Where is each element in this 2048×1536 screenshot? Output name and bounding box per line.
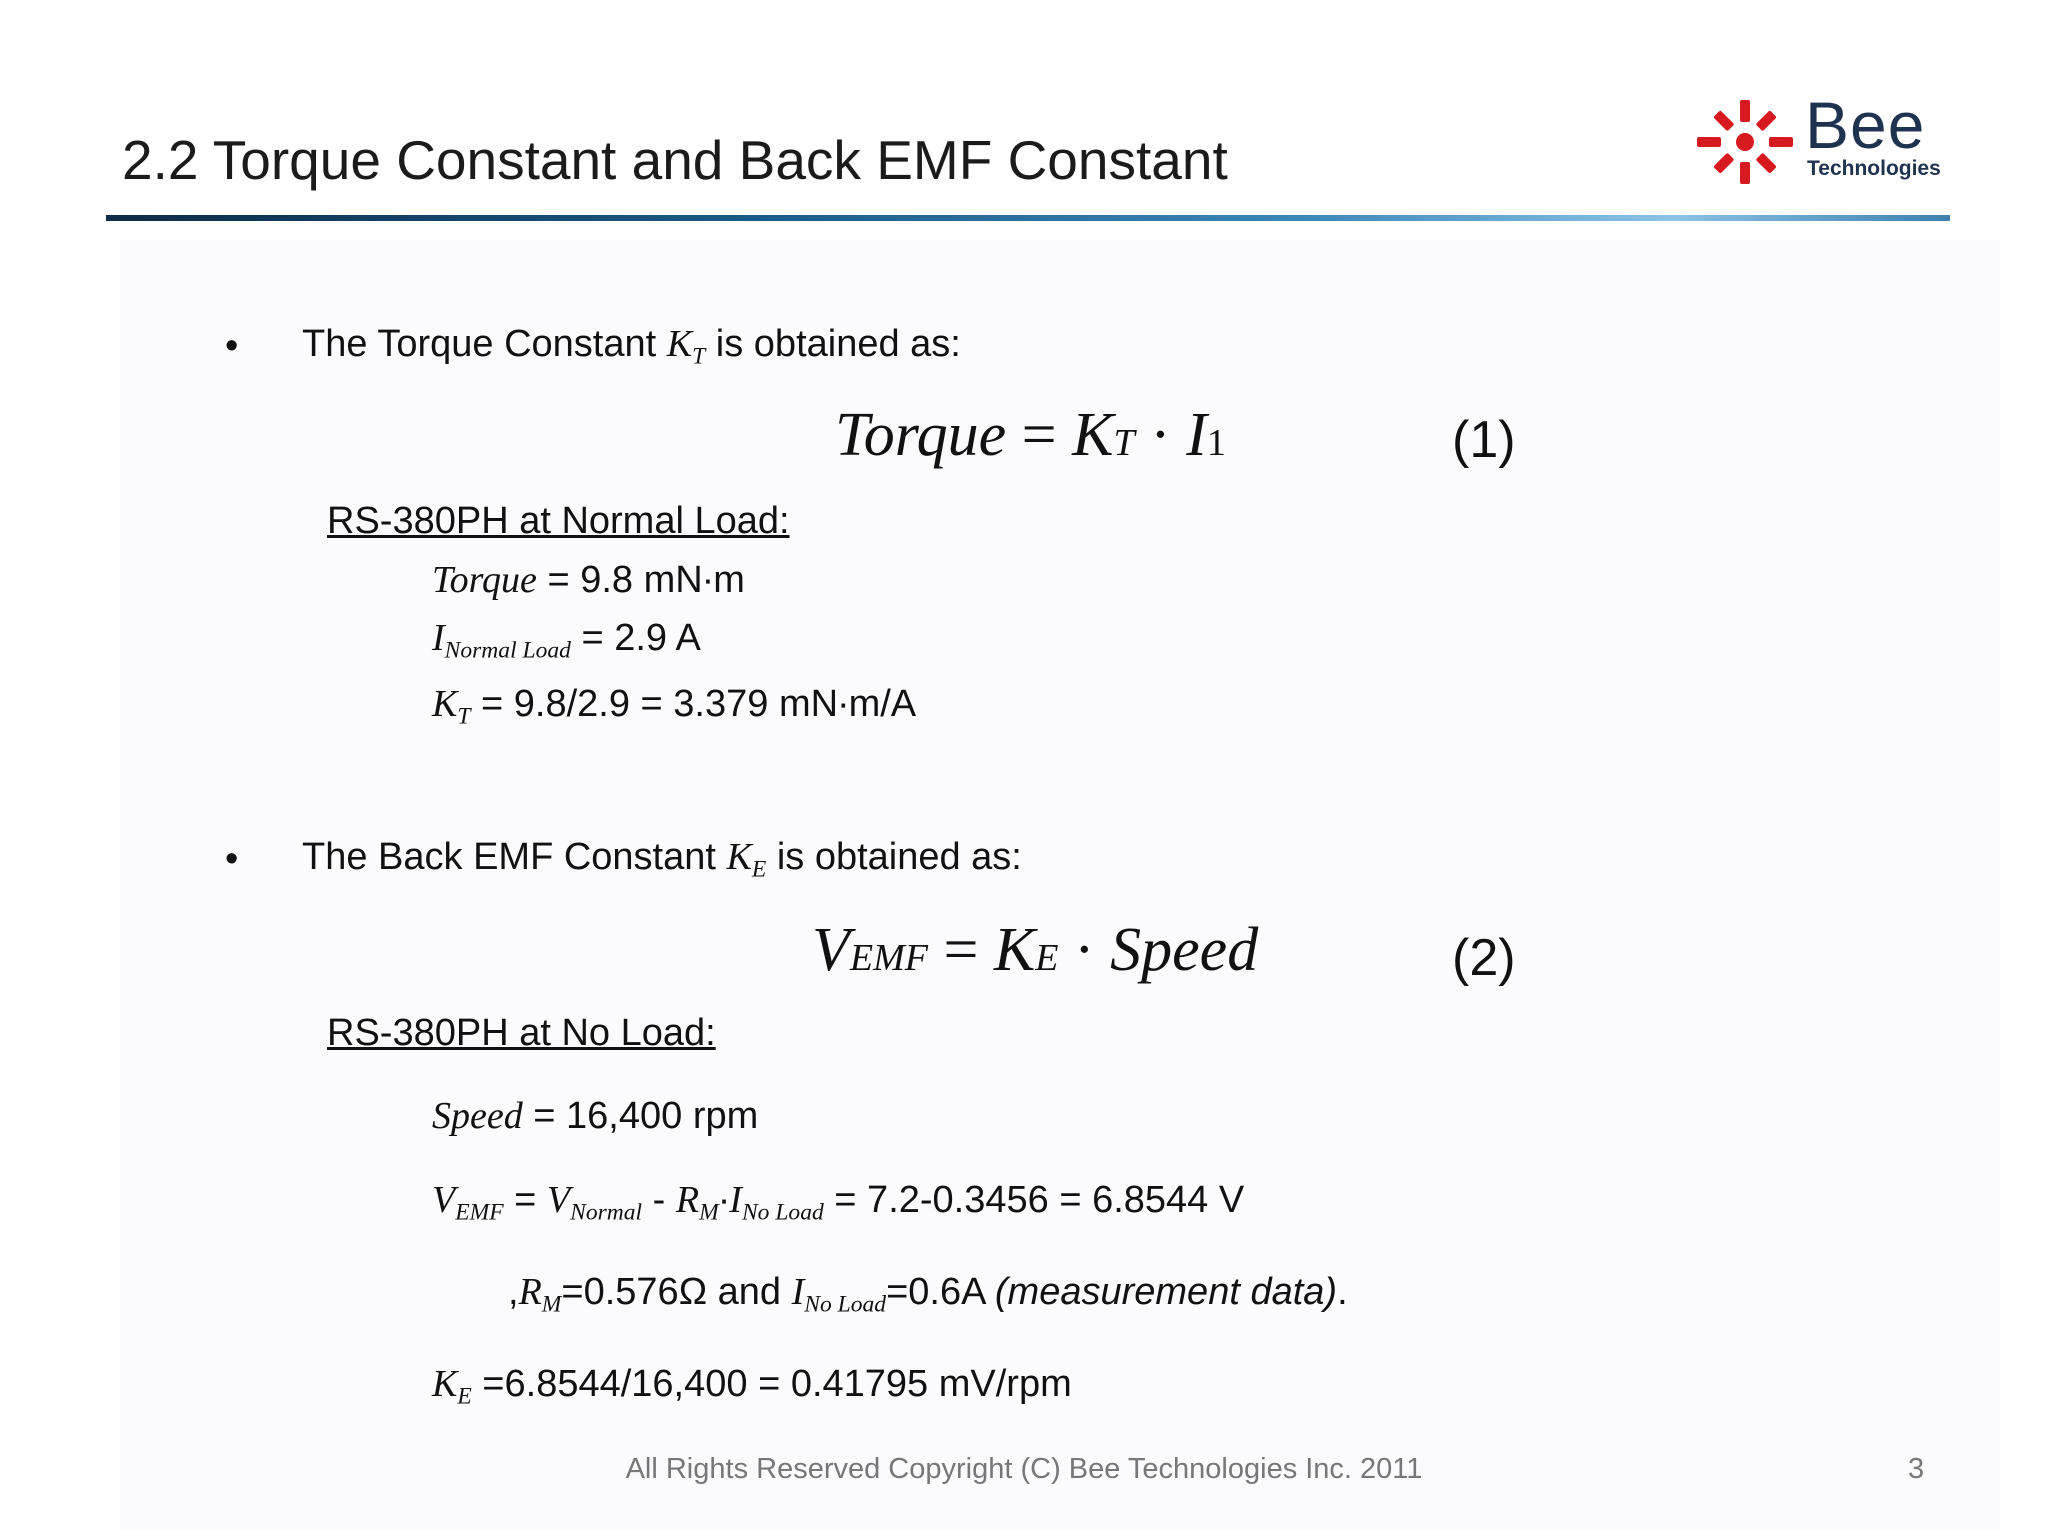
equation-2-number: (2) bbox=[1452, 929, 1516, 987]
slide-title: 2.2 Torque Constant and Back EMF Constant bbox=[122, 129, 1228, 191]
torque-constant-result-line: $K_T = 9.8/2.9 = 3.379$ mN∙m/A bbox=[432, 683, 917, 730]
speed-value-line: Speed = 16,400 rpm bbox=[432, 1095, 759, 1137]
sunburst-icon bbox=[1695, 95, 1795, 190]
bullet: • bbox=[225, 838, 239, 880]
equation-1: Torque = KT · I1 bbox=[835, 401, 1226, 469]
bee-technologies-logo bbox=[1695, 88, 1955, 190]
torque-constant-intro: The Torque Constant $K_T$ is obtained as: bbox=[302, 323, 961, 370]
back-emf-constant-result-line: $K_E =6.8544/16,400 = 0.41795$ mV/rpm bbox=[432, 1363, 1072, 1410]
no-load-heading: RS-380PH at No Load: bbox=[327, 1012, 716, 1054]
logo-subtitle: Technologies bbox=[1807, 157, 1941, 180]
page-number: 3 bbox=[1908, 1453, 1925, 1485]
copyright-footer: All Rights Reserved Copyright (C) Bee Technologies Inc. 2011 bbox=[625, 1453, 1423, 1485]
equation-2: VEMF = KE · Speed bbox=[812, 916, 1259, 984]
logo-wordmark: Bee bbox=[1805, 88, 1926, 162]
normal-load-heading: RS-380PH at Normal Load: bbox=[327, 500, 790, 542]
equation-1-number: (1) bbox=[1452, 411, 1516, 469]
measurement-data-line: $,R_M=0.576\Omega$ and $I_{No Load}=0.6A$ (measurement data). bbox=[508, 1271, 1348, 1318]
title-divider bbox=[106, 215, 1950, 221]
bullet: • bbox=[225, 325, 239, 367]
torque-value-line: Torque = 9.8 mN∙m bbox=[432, 559, 745, 601]
back-emf-constant-intro: The Back EMF Constant $K_E$ is obtained as: bbox=[302, 836, 1022, 883]
vemf-calculation-line: $V_{EMF} = V_{Normal} - R_M\cdot I_{No Load} = 7.2-0.3456 = 6.8544$ V bbox=[432, 1179, 1245, 1226]
normal-load-current-line: $I_{Normal Load} = 2.9$ A bbox=[432, 617, 701, 664]
